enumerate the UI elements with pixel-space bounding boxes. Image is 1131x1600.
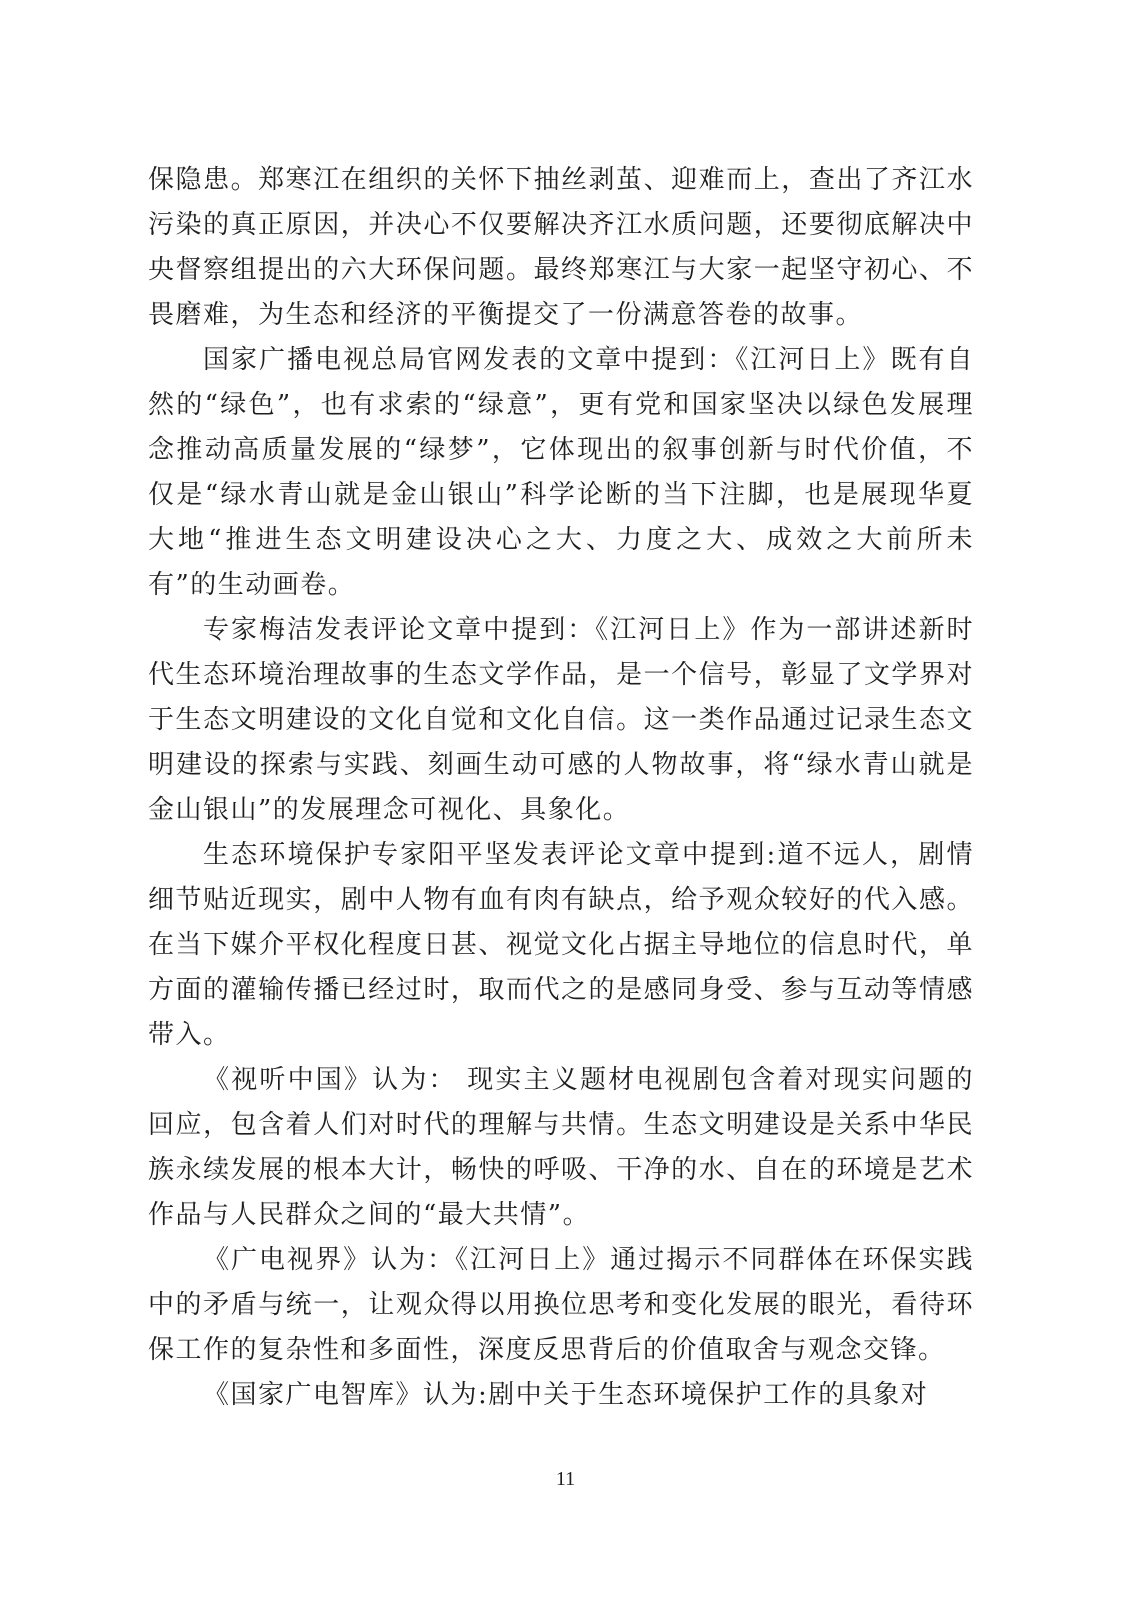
- paragraph-mei-jie-review: 专家梅洁发表评论文章中提到：《江河日上》作为一部讲述新时代生态环境治理故事的生态文学作品，是一个信号，彰显了文学界对于生态文明建设的文化自觉和文化自信。这一类作品通过记录生态文明建设的探索与实践、刻画生动可感的人物故事，将“绿水青山就是金山银山”的发展理念可视化、具象化。: [148, 615, 974, 825]
- page-number: 11: [555, 1468, 576, 1490]
- paragraph-guojia-guangdian-zhiku: 《国家广电智库》认为:剧中关于生态环境保护工作的具象对: [203, 1380, 929, 1410]
- paragraph-shiting-zhongguo: 《视听中国》认为： 现实主义题材电视剧包含着对现实问题的回应，包含着人们对时代的理解与共情。生态文明建设是关系中华民族永续发展的根本大计，畅快的呼吸、干净的水、自在的环境是艺术作品与人民群众之间的“最大共情”。: [148, 1065, 974, 1230]
- paragraph-continuation: 保隐患。郑寒江在组织的关怀下抽丝剥茧、迎难而上，查出了齐江水污染的真正原因，并决心不仅要解决齐江水质问题，还要彻底解决中央督察组提出的六大环保问题。最终郑寒江与大家一起坚守初心、不畏磨难，为生态和经济的平衡提交了一份满意答卷的故事。: [148, 165, 974, 330]
- paragraph-nrta-article: 国家广播电视总局官网发表的文章中提到：《江河日上》既有自然的“绿色”，也有求索的“绿意”，更有党和国家坚决以绿色发展理念推动高质量发展的“绿梦”，它体现出的叙事创新与时代价值，不仅是“绿水青山就是金山银山”科学论断的当下注脚，也是展现华夏大地“推进生态文明建设决心之大、力度之大、成效之大前所未有”的生动画卷。: [148, 345, 974, 600]
- paragraph-guangdian-shijie: 《广电视界》认为：《江河日上》通过揭示不同群体在环保实践中的矛盾与统一，让观众得以用换位思考和变化发展的眼光，看待环保工作的复杂性和多面性，深度反思背后的价值取舍与观念交锋。: [148, 1245, 974, 1365]
- document-body: [148, 158, 974, 1418]
- paragraph-yang-pingjian-review: 生态环境保护专家阳平坚发表评论文章中提到:道不远人，剧情细节贴近现实，剧中人物有血有肉有缺点，给予观众较好的代入感。在当下媒介平权化程度日甚、视觉文化占据主导地位的信息时代，单方面的灌输传播已经过时，取而代之的是感同身受、参与互动等情感带入。: [148, 840, 974, 1050]
